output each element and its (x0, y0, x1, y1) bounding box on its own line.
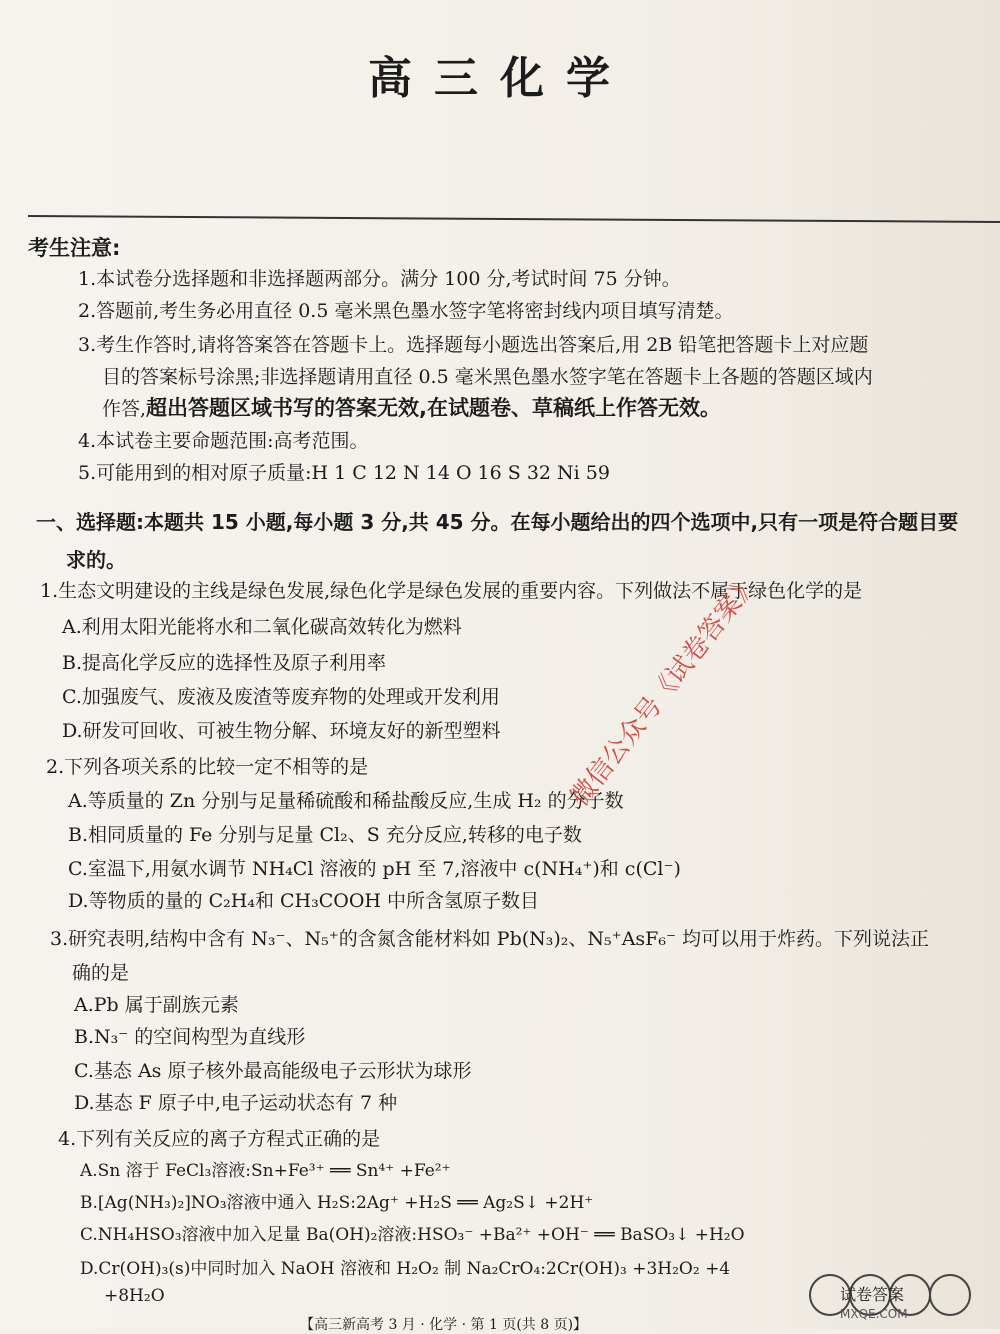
question-2-stem: 2.下列各项关系的比较一定不相等的是 (46, 756, 369, 778)
notice-item-3-cont: 目的答案标号涂黑;非选择题请用直径 0.5 毫米黑色墨水签字笔在答题卡上各题的答题区域内 (102, 366, 873, 388)
question-1-option-c: C.加强废气、废液及废渣等废弃物的处理或开发利用 (62, 686, 500, 708)
red-watermark: 微信公众号《试卷答案》 (564, 568, 765, 813)
question-3-option-b: B.N₃⁻ 的空间构型为直线形 (74, 1026, 306, 1048)
question-3-option-d: D.基态 F 原子中,电子运动状态有 7 种 (74, 1092, 398, 1114)
notice-item-3-prefix: 作答, (102, 398, 147, 420)
question-4-option-d: D.Cr(OH)₃(s)中同时加入 NaOH 溶液和 H₂O₂ 制 Na₂CrO₄:2Cr(OH)₃ +3H₂O₂ +4 (80, 1259, 731, 1279)
question-1-option-b: B.提高化学反应的选择性及原子利用率 (62, 652, 387, 674)
notice-item-3-tail (102, 392, 721, 422)
question-2-option-d: D.等物质的量的 C₂H₄和 CH₃COOH 中所含氢原子数目 (68, 890, 540, 912)
page-title: 高三化学 (368, 53, 632, 104)
question-4-option-b: B.[Ag(NH₃)₂]NO₃溶液中通入 H₂S:2Ag⁺ +H₂S ══ Ag₂S↓ +2H⁺ (80, 1193, 594, 1213)
question-2-option-b: B.相同质量的 Fe 分别与足量 Cl₂、S 充分反应,转移的电子数 (68, 824, 582, 846)
question-1-option-d: D.研发可回收、可被生物分解、环境友好的新型塑料 (62, 720, 501, 742)
notice-item-2: 2.答题前,考生务必用直径 0.5 毫米黑色墨水签字笔将密封线内项目填写清楚。 (78, 300, 734, 322)
logo-url: MXQE.COM (840, 1307, 908, 1321)
notice-item-5: 5.可能用到的相对原子质量:H 1 C 12 N 14 O 16 S 32 Ni 59 (78, 462, 610, 484)
question-1-option-a: A.利用太阳光能将水和二氧化碳高效转化为燃料 (62, 616, 462, 638)
header-rule (28, 215, 1000, 223)
notice-item-4: 4.本试卷主要命题范围:高考范围。 (78, 430, 369, 452)
notice-item-1: 1.本试卷分选择题和非选择题两部分。满分 100 分,考试时间 75 分钟。 (78, 268, 681, 290)
question-4-option-d-cont: +8H₂O (104, 1286, 165, 1306)
section-heading: 一、选择题:本题共 15 小题,每小题 3 分,共 45 分。在每小题给出的四个选项中,只有一项是符合题目要 (36, 510, 959, 534)
question-2-option-a: A.等质量的 Zn 分别与足量稀硫酸和稀盐酸反应,生成 H₂ 的分子数 (68, 790, 624, 812)
question-3-stem-cont: 确的是 (72, 962, 130, 984)
question-3-option-a: A.Pb 属于副族元素 (74, 994, 239, 1016)
notice-heading: 考生注意: (28, 236, 121, 260)
question-3-option-c: C.基态 As 原子核外最高能级电子云形状为球形 (74, 1060, 472, 1082)
question-3-stem: 3.研究表明,结构中含有 N₃⁻、N₅⁺的含氮含能材料如 Pb(N₃)₂、N₅⁺AsF₆⁻ 均可以用于炸药。下列说法正 (50, 928, 930, 950)
page-footer: 【高三新高考 3 月 · 化学 · 第 1 页(共 8 页)】 (300, 1317, 588, 1333)
section-heading-cont: 求的。 (66, 548, 126, 572)
question-1-stem: 1.生态文明建设的主线是绿色发展,绿色化学是绿色发展的重要内容。下列做法不属于绿色化学的是 (40, 580, 863, 602)
question-2-option-c: C.室温下,用氨水调节 NH₄Cl 溶液的 pH 至 7,溶液中 c(NH₄⁺)和 c(Cl⁻) (68, 858, 681, 880)
notice-item-3: 3.考生作答时,请将答案答在答题卡上。选择题每小题选出答案后,用 2B 铅笔把答题卡上对应题 (78, 334, 869, 356)
question-4-stem: 4.下列有关反应的离子方程式正确的是 (58, 1128, 381, 1150)
question-4-option-c: C.NH₄HSO₃溶液中加入足量 Ba(OH)₂溶液:HSO₃⁻ +Ba²⁺ +OH⁻ ══ BaSO₃↓ +H₂O (80, 1225, 745, 1245)
question-4-option-a: A.Sn 溶于 FeCl₃溶液:Sn+Fe³⁺ ══ Sn⁴⁺ +Fe²⁺ (80, 1161, 451, 1181)
logo-text: 试卷答案 (840, 1285, 905, 1304)
notice-emphasis: 超出答题区域书写的答案无效,在试题卷、草稿纸上作答无效。 (146, 396, 722, 420)
